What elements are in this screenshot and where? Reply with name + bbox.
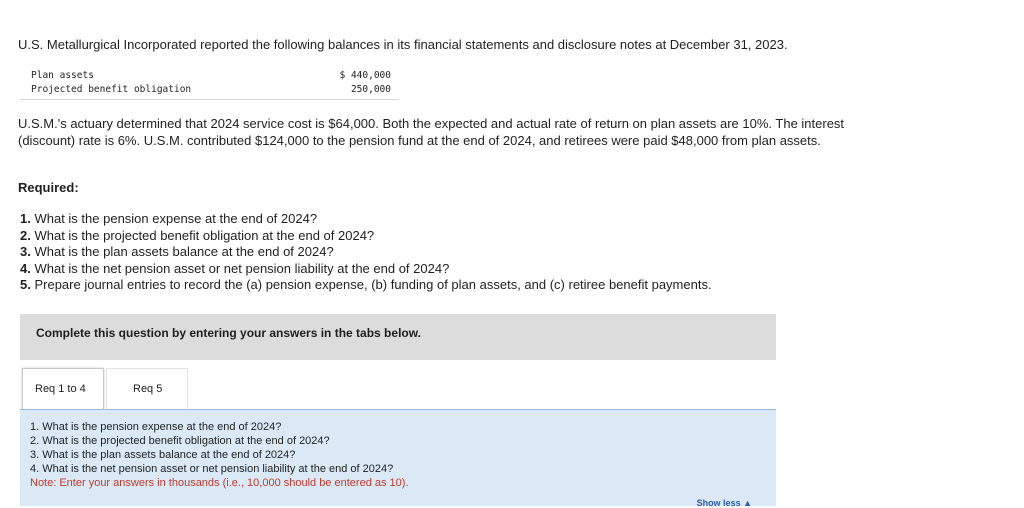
banner-text: Complete this question by entering your answers in the tabs below. [36, 326, 421, 340]
entry-note: Note: Enter your answers in thousands (i.e., 10,000 should be entered as 10). [30, 477, 409, 489]
panel-question-line: 2. What is the projected benefit obligation at the end of 2024? [30, 435, 330, 447]
balances-table [20, 69, 399, 100]
answer-panel [20, 409, 776, 506]
question-item [20, 277, 712, 294]
instructions-banner [20, 314, 776, 360]
balance-row [20, 83, 399, 97]
balance-label: Projected benefit obligation [31, 84, 192, 95]
question-text: What is the net pension asset or net pension liability at the end of 2024? [34, 260, 450, 276]
balance-value: 250,000 [350, 84, 391, 95]
question-text: What is the pension expense at the end of 2024? [34, 211, 318, 226]
question-text: Prepare journal entries to record the (a) pension expense, (b) funding of plan assets, and (c) retiree benefit payments. [34, 277, 712, 292]
questions-list [20, 211, 712, 294]
panel-question-line: 4. What is the net pension asset or net pension liability at the end of 2024? [30, 463, 394, 475]
balance-value: $ 440,000 [339, 70, 391, 81]
required-heading: Required: [18, 180, 79, 195]
question-item [20, 244, 712, 261]
question-number: 2. [20, 227, 31, 243]
problem-paragraph: U.S.M.'s actuary determined that 2024 service cost is $64,000. Both the expected and actual rate of return on plan assets are 10%. The interest (discount) rate is 6%. U.S.M. contributed $124,000 to the pension fund at the end of 2024, and retirees were paid $48,000 from plan assets. [18, 116, 845, 148]
panel-question-line: 1. What is the pension expense at the end of 2024? [30, 421, 282, 433]
panel-questions [30, 420, 409, 490]
question-number: 5. [20, 277, 31, 292]
question-number: 4. [20, 260, 31, 276]
balance-label: Plan assets [31, 70, 94, 81]
tab-req-5[interactable]: Req 5 [106, 368, 188, 409]
question-number: 1. [20, 211, 31, 226]
question-text: What is the projected benefit obligation at the end of 2024? [34, 227, 375, 243]
tab-req-1-to-4[interactable]: Req 1 to 4 [22, 368, 104, 409]
show-less-link[interactable]: Show less ▲ [696, 498, 752, 508]
question-item [20, 228, 712, 245]
question-text: What is the plan assets balance at the end of 2024? [34, 244, 334, 259]
question-item [20, 211, 712, 228]
panel-question-line: 3. What is the plan assets balance at the end of 2024? [30, 449, 296, 461]
question-item [20, 261, 712, 278]
question-number: 3. [20, 244, 31, 259]
intro-text: U.S. Metallurgical Incorporated reported the following balances in its financial statements and disclosure notes at December 31, 2023. [18, 37, 788, 52]
balance-row [20, 69, 399, 83]
